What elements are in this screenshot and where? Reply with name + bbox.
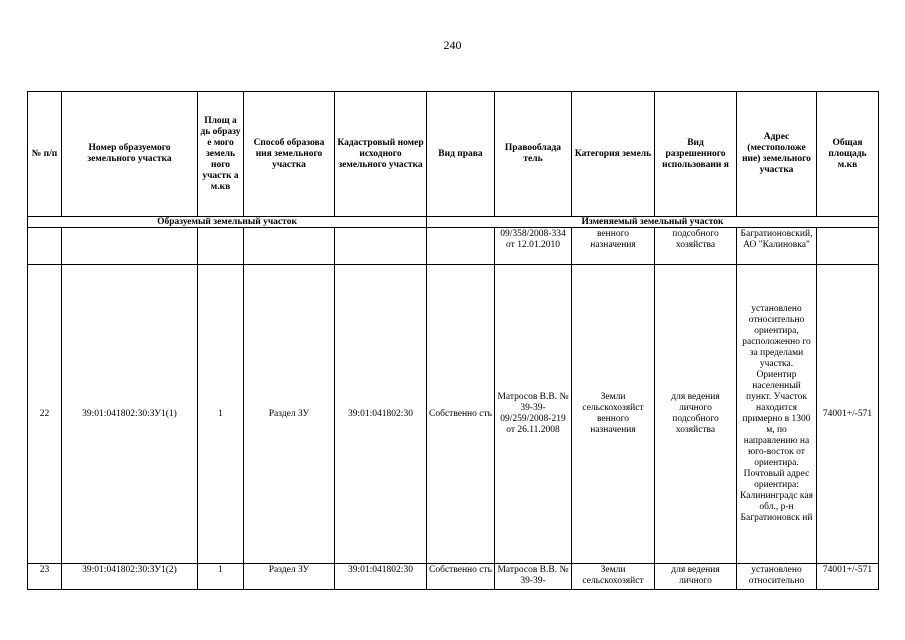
header-num: № п/п	[28, 92, 62, 217]
row-plot-number: 39:01:041802:30:ЗУ1(2)	[62, 564, 198, 590]
header-plot-number: Номер образуемого земельного участка	[62, 92, 198, 217]
table-row	[28, 265, 879, 564]
row-cadastral: 39:01:041802:30	[335, 265, 427, 564]
row-num: 23	[28, 564, 62, 590]
row-category: Земли сельскохозяйст венного назначения	[572, 265, 655, 564]
header-owner: Правооблада тель	[495, 92, 572, 217]
row-cadastral: 39:01:041802:30	[335, 564, 427, 590]
row-method: Раздел ЗУ	[244, 265, 335, 564]
row-total-area: 74001+/-571	[817, 564, 879, 590]
page-number: 240	[443, 38, 462, 52]
row-owner: Матросов В.В. № 39-39-09/259/2008-219 от 26.11.2008	[495, 265, 572, 564]
cont-owner: 09/358/2008-334 от 12.01.2010	[495, 228, 572, 265]
header-row	[28, 92, 879, 217]
row-address: установлено относительно	[737, 564, 817, 590]
row-num: 22	[28, 265, 62, 564]
row-area: 1	[198, 265, 244, 564]
cont-use: подсобного хозяйства	[655, 228, 737, 265]
header-right-type: Вид права	[427, 92, 495, 217]
row-total-area: 74001+/-571	[817, 265, 879, 564]
row-plot-number: 39:01:041802:30:ЗУ1(1)	[62, 265, 198, 564]
row-owner: Матросов В.В. № 39-39-	[495, 564, 572, 590]
section-changed-plot: Изменяемый земельный участок	[427, 217, 879, 228]
row-right-type: Собственно сть	[427, 265, 495, 564]
header-permitted-use: Вид разрешенного использовани я	[655, 92, 737, 217]
header-cadastral: Кадастровый номер исходного земельного участка	[335, 92, 427, 217]
land-plots-table	[27, 91, 879, 590]
row-method: Раздел ЗУ	[244, 564, 335, 590]
header-category: Категория земель	[572, 92, 655, 217]
header-area: Площ а дь образу е мого земель ного участк а м.кв	[198, 92, 244, 217]
header-method: Способ образова ния земельного участка	[244, 92, 335, 217]
header-total-area: Общая площадь м.кв	[817, 92, 879, 217]
cont-category: венного назначения	[572, 228, 655, 265]
row-area: 1	[198, 564, 244, 590]
row-address: установлено относительно ориентира, расположенно го за пределами участка. Ориентир населенный пункт. Участок находится примерно в 1300 м, по направлению на юго-восток от ориентира. Почтовый адрес ориентира: Калининградс кая обл., р-н Багратионовск ий	[737, 265, 817, 564]
section-formed-plot: Образуемый земельный участок	[28, 217, 427, 228]
row-right-type: Собственно сть	[427, 564, 495, 590]
section-row	[28, 217, 879, 228]
cont-address: Багратионовский, АО "Калиновка"	[737, 228, 817, 265]
continuation-row	[28, 228, 879, 265]
row-permitted-use: для ведения личного	[655, 564, 737, 590]
row-category: Земли сельскохозяйст	[572, 564, 655, 590]
header-address: Адрес (местоположе ние) земельного участка	[737, 92, 817, 217]
table-row	[28, 564, 879, 590]
row-permitted-use: для ведения личного подсобного хозяйства	[655, 265, 737, 564]
